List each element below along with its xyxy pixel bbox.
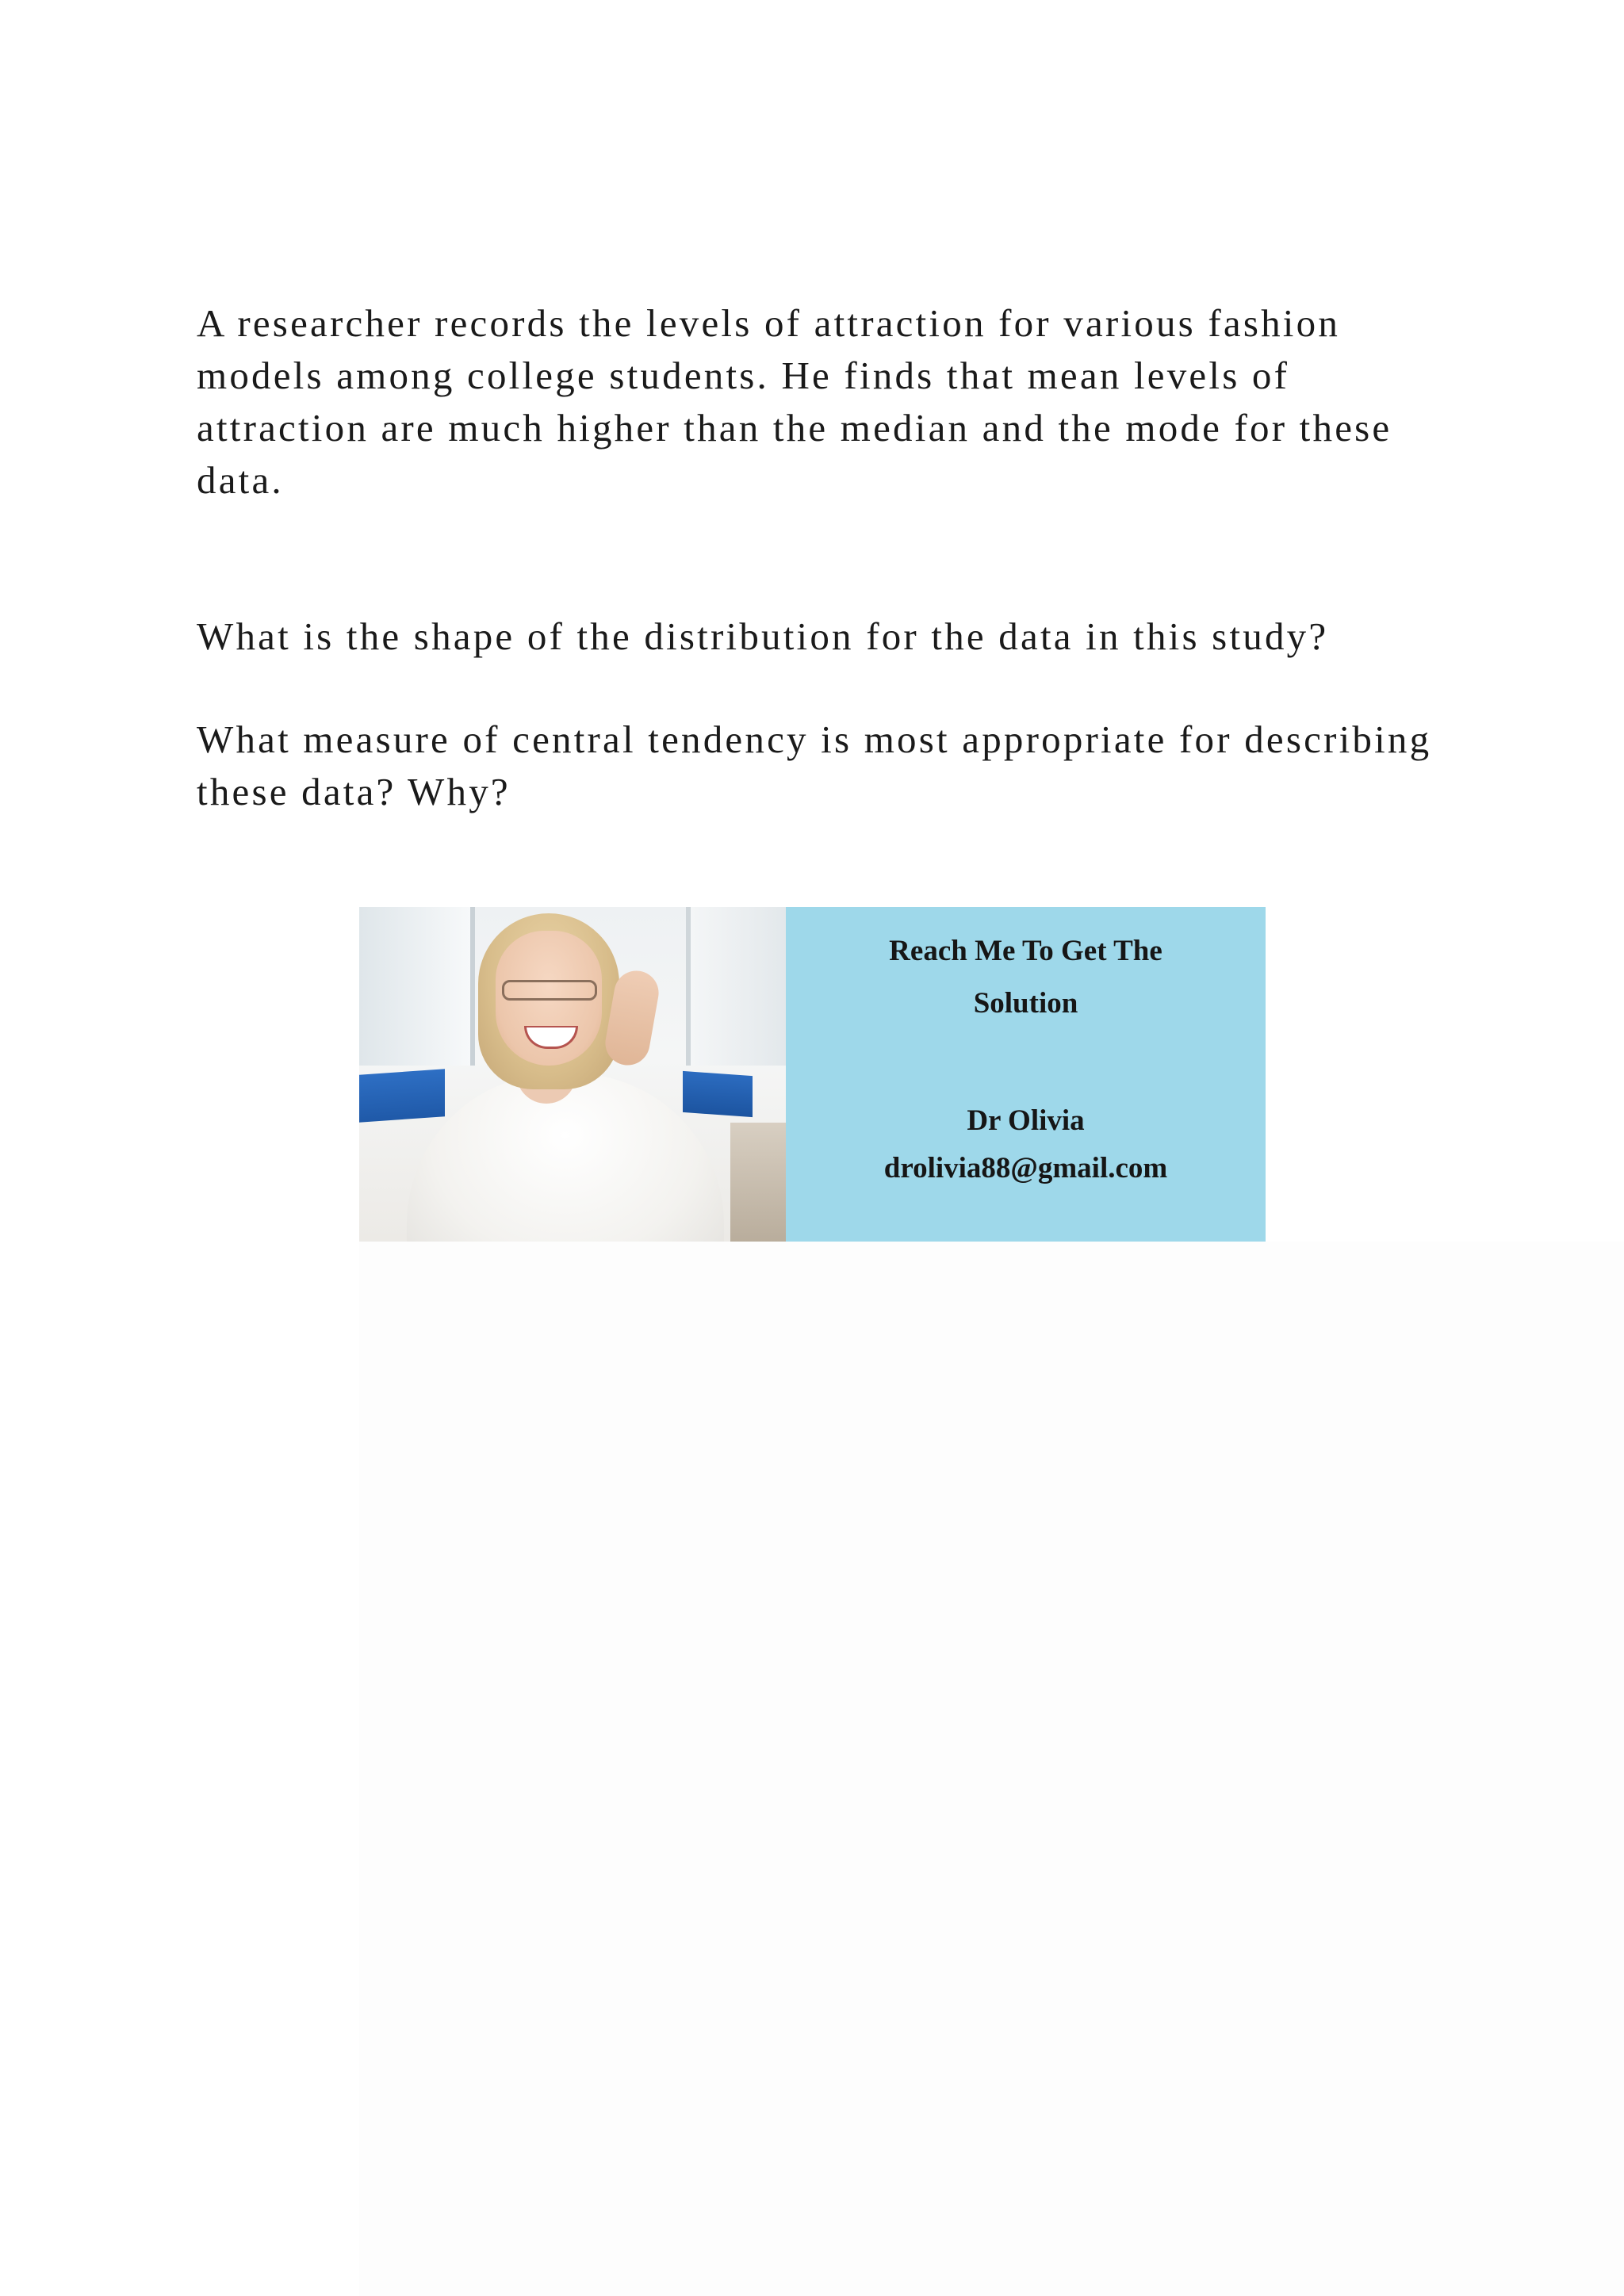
woman-photo [359,907,786,1242]
contact-panel [786,907,1266,1242]
blue-chair-right [683,1071,753,1117]
contact-email: drolivia88@gmail.com [883,1152,1168,1184]
page-lower-area [359,1242,1624,2296]
central-tendency-question: What measure of central tendency is most appropriate for describing these data? Why? [197,718,1432,813]
contact-name: Dr Olivia [967,1104,1085,1137]
intro-paragraph: A researcher records the levels of attraction for various fashion models among college students. He finds that mean levels of attraction are much higher than the median and the mode for these data. [197,301,1392,502]
cta-line-1: Reach Me To Get The [889,935,1162,967]
white-blouse [407,1073,724,1242]
shape-question: What is the shape of the distribution for the data in this study? [197,614,1329,658]
cta-line-2: Solution [973,987,1078,1020]
contact-banner [359,907,1266,1242]
glasses-icon [502,980,597,1001]
blue-chair-left [359,1069,445,1123]
